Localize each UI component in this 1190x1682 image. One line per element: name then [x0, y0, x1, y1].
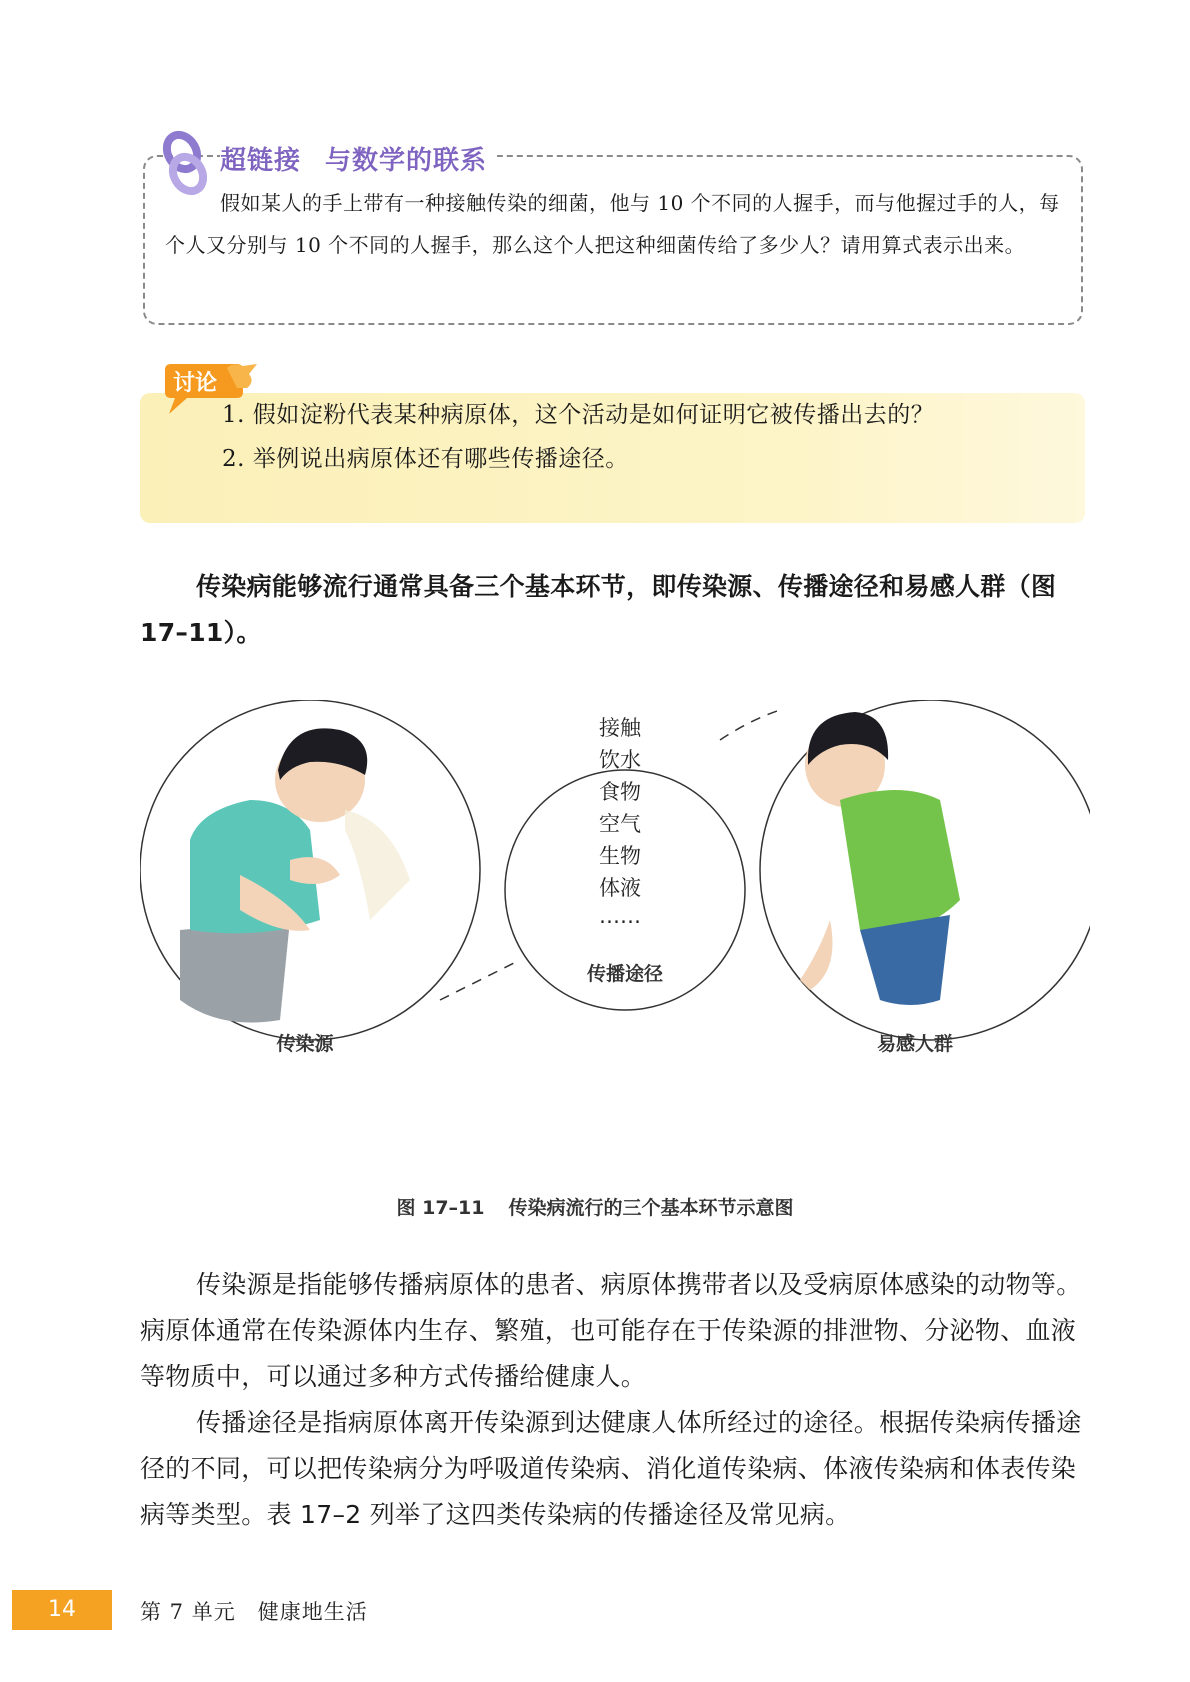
label-susceptible: 易感人群 — [876, 1033, 954, 1055]
route-item: 饮水 — [599, 748, 641, 772]
figure-caption — [0, 1193, 1190, 1220]
label-route: 传播途径 — [586, 963, 664, 985]
paragraph-source: 传染源是指能够传播病原体的患者、病原体携带者以及受病原体感染的动物等。病原体通常在传染源体内生存、繁殖，也可能存在于传染源的排泄物、分泌物、血液等物质中，可以通过多种方式传播给健康人。 — [140, 1270, 1082, 1391]
hyperlink-title — [220, 140, 497, 177]
footer-unit-number: 第 7 单元 — [140, 1600, 236, 1624]
page-number: 14 — [12, 1590, 112, 1630]
caption-number: 图 17–11 — [396, 1197, 485, 1219]
label-source: 传染源 — [276, 1033, 334, 1055]
route-item: 体液 — [599, 876, 641, 900]
discussion-item-2: 2. 举例说出病原体还有哪些传播途径。 — [222, 446, 629, 472]
route-item: 生物 — [599, 844, 641, 868]
hyperlink-title-main: 超链接 — [220, 146, 302, 176]
caption-title: 传染病流行的三个基本环节示意图 — [508, 1197, 794, 1219]
hyperlink-subtitle: 与数学的联系 — [325, 146, 488, 176]
route-item: 食物 — [599, 780, 641, 804]
transmission-figure — [140, 700, 1090, 1140]
route-item: 空气 — [599, 812, 641, 836]
footer-unit-title: 健康地生活 — [257, 1600, 368, 1624]
discussion-badge-label: 讨论 — [173, 371, 218, 396]
connector-left — [440, 960, 520, 1000]
paragraph-route: 传播途径是指病原体离开传染源到达健康人体所经过的途径。根据传染病传播途径的不同，可以把传染病分为呼吸道传染病、消化道传染病、体液传染病和体表传染病等类型。表 17–2 列举了这四类传染病的传播途径及常见病。 — [140, 1408, 1082, 1529]
footer-unit — [140, 1596, 368, 1626]
route-item: …… — [599, 904, 641, 928]
connector-right — [720, 710, 780, 740]
intro-paragraph: 传染病能够流行通常具备三个基本环节，即传染源、传播途径和易感人群（图 17–11）。 — [140, 572, 1057, 647]
hyperlink-text: 假如某人的手上带有一种接触传染的细菌，他与 10 个不同的人握手，而与他握过手的人，每个人又分别与 10 个不同的人握手，那么这个人把这种细菌传给了多少人？请用算式表示出来。 — [165, 191, 1060, 257]
route-item: 接触 — [599, 716, 641, 740]
discussion-item-1: 1. 假如淀粉代表某种病原体，这个活动是如何证明它被传播出去的？ — [222, 402, 935, 428]
